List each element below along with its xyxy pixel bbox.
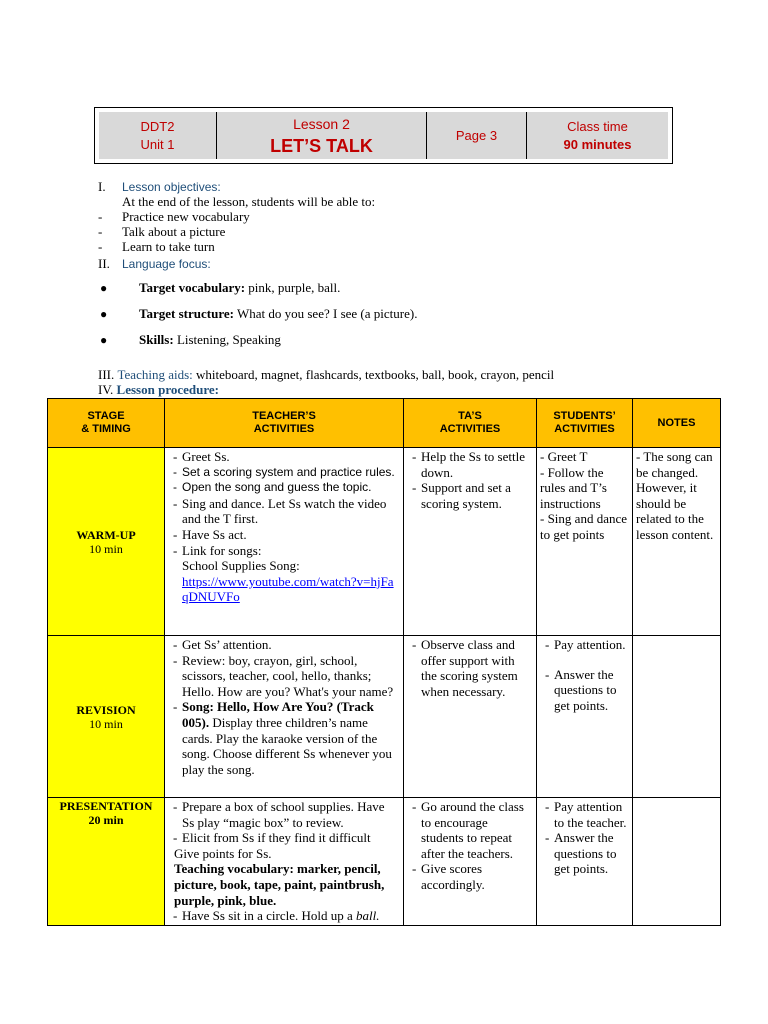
- section-title: Lesson procedure:: [116, 382, 219, 397]
- header-students: STUDENTS’ ACTIVITIES: [537, 399, 633, 448]
- list-item: - Give scores accordingly.: [407, 861, 533, 892]
- page-label: Page 3: [455, 128, 498, 143]
- stage-name: PRESENTATION: [59, 799, 153, 813]
- list-item: - Pay attention.: [540, 637, 629, 653]
- ta-activities-cell: [404, 798, 537, 926]
- list-item: - Greet T: [540, 449, 588, 464]
- students-activities-cell: [537, 448, 633, 636]
- note-text: - The song can be changed. However, it should be related to the lesson content.: [636, 449, 714, 542]
- list-item: - Pay attention to the teacher.: [540, 799, 629, 830]
- list-item: - Observe class and offer support with the scoring system when necessary.: [407, 637, 533, 699]
- section-procedure: [98, 382, 219, 397]
- list-item: - Sing and dance to get points: [540, 511, 628, 542]
- class-time-value: 90 minutes: [563, 136, 632, 152]
- focus-text: pink, purple, ball.: [245, 280, 341, 295]
- table-header-row: [48, 399, 721, 448]
- objectives-intro: At the end of the lesson, students will be able to:: [122, 194, 376, 209]
- header-stage: STAGE & TIMING: [48, 399, 165, 448]
- teacher-activities-cell: [165, 636, 404, 798]
- class-time-label: Class time: [567, 118, 628, 134]
- table-row: [48, 798, 721, 926]
- list-item: - Sing and dance. Let Ss watch the video and the T first.: [168, 496, 400, 527]
- students-activities-cell: [537, 798, 633, 926]
- ta-activities-cell: [404, 448, 537, 636]
- lesson-number: Lesson 2: [293, 115, 350, 132]
- section-title: Language focus:: [122, 257, 211, 271]
- focus-label: Target structure:: [139, 306, 234, 321]
- notes-cell: [633, 448, 721, 636]
- list-item: - Link for songs: School Supplies Song: https://www.youtube.com/watch?v=hjFaqDNUVFo: [168, 543, 400, 605]
- list-item: - Go around the class to encourage students to repeat after the teachers.: [407, 799, 533, 861]
- stage-cell: [48, 636, 165, 798]
- focus-text: Listening, Speaking: [173, 332, 281, 347]
- objective-item: Practice new vocabulary: [122, 209, 250, 224]
- section-number: III.: [98, 367, 115, 382]
- section-title: Lesson objectives:: [122, 180, 221, 194]
- header-teacher: TEACHER’S ACTIVITIES: [165, 399, 404, 448]
- objective-dash: -: [98, 224, 103, 239]
- table-row: [48, 636, 721, 798]
- section-title: Teaching aids:: [117, 367, 193, 382]
- list-item: - Prepare a box of school supplies. Have Ss play “magic box” to review.: [168, 799, 400, 830]
- header-notes: NOTES: [633, 399, 721, 448]
- focus-item: [139, 306, 417, 321]
- list-item: - Set a scoring system and practice rules.: [168, 465, 400, 481]
- focus-item: [139, 280, 340, 295]
- bullet-icon: ●: [100, 307, 108, 321]
- list-item: - Have Ss sit in a circle. Hold up a ball.: [168, 908, 400, 924]
- lesson-title: LET’S TALK: [270, 135, 373, 156]
- notes-cell: [633, 636, 721, 798]
- stage-time: 10 min: [89, 716, 123, 731]
- bullet-icon: ●: [100, 333, 108, 347]
- header-course-cell: [99, 112, 217, 159]
- bullet-icon: ●: [100, 281, 108, 295]
- lesson-procedure-table: [47, 398, 721, 926]
- list-item: - Song: Hello, How Are You? (Track 005). Display three children’s name cards. Play the karaoke version of the song. Choose different Ss whenever you play the song.: [168, 699, 400, 777]
- song-name: School Supplies Song:: [182, 558, 300, 574]
- stage-cell: [48, 448, 165, 636]
- focus-text: What do you see? I see (a picture).: [233, 306, 418, 321]
- focus-label: Skills:: [139, 332, 174, 347]
- unit-label: Unit 1: [140, 136, 175, 152]
- points-text: Give points for Ss.: [174, 845, 272, 861]
- list-item: - Answer the questions to get points.: [540, 830, 629, 877]
- teaching-vocabulary: Teaching vocabulary: marker, pencil, picture, book, tape, paint, paintbrush, purple, pink, blue.: [174, 861, 385, 908]
- objective-item: Learn to take turn: [122, 239, 215, 254]
- list-item: - Follow the rules and T’s instructions: [540, 464, 607, 511]
- stage-name: REVISION: [76, 702, 136, 717]
- list-item: - Help the Ss to settle down.: [407, 449, 533, 480]
- list-item: - Open the song and guess the topic.: [168, 480, 400, 496]
- objective-dash: -: [98, 239, 103, 254]
- notes-cell: [633, 798, 721, 926]
- focus-label: Target vocabulary:: [139, 280, 246, 295]
- stage-time: 20 min: [88, 813, 124, 827]
- header-ta: TA’S ACTIVITIES: [404, 399, 537, 448]
- teacher-activities-cell: [165, 798, 404, 926]
- table-row: [48, 448, 721, 636]
- teacher-activities-cell: [165, 448, 404, 636]
- section-number: IV.: [98, 382, 114, 397]
- students-activities-cell: [537, 636, 633, 798]
- list-item: - Have Ss act.: [168, 527, 400, 543]
- course-code: DDT2: [140, 118, 175, 134]
- list-item: - Greet Ss.: [168, 449, 400, 465]
- objective-item: Talk about a picture: [122, 224, 226, 239]
- section-number: I.: [98, 179, 106, 194]
- list-item: - Get Ss’ attention.: [168, 637, 400, 653]
- objective-dash: -: [98, 209, 103, 224]
- header-time-cell: [527, 112, 668, 159]
- stage-cell: [48, 798, 165, 926]
- list-item: - Support and set a scoring system.: [407, 480, 533, 511]
- stage-name: WARM-UP: [76, 527, 136, 542]
- stage-time: 10 min: [89, 541, 123, 556]
- section-number: II.: [98, 256, 110, 271]
- ta-activities-cell: [404, 636, 537, 798]
- header-lesson-cell: [217, 112, 427, 159]
- section-objectives: [98, 179, 106, 194]
- focus-item: [139, 332, 281, 347]
- header-page-cell: [427, 112, 527, 159]
- list-item: - Elicit from Ss if they find it difficult: [168, 830, 400, 846]
- list-item: - Review: boy, crayon, girl, school, scissors, teacher, cool, hello, thanks; Hello. How are you? What's your name?: [168, 653, 400, 700]
- section-teaching-aids: [98, 367, 554, 382]
- lesson-header: [94, 107, 673, 164]
- list-item: - Answer the questions to get points.: [540, 667, 629, 714]
- teaching-aids-text: whiteboard, magnet, flashcards, textbooks, ball, book, crayon, pencil: [192, 367, 555, 382]
- song-link[interactable]: https://www.youtube.com/watch?v=hjFaqDNUVFo: [182, 573, 394, 605]
